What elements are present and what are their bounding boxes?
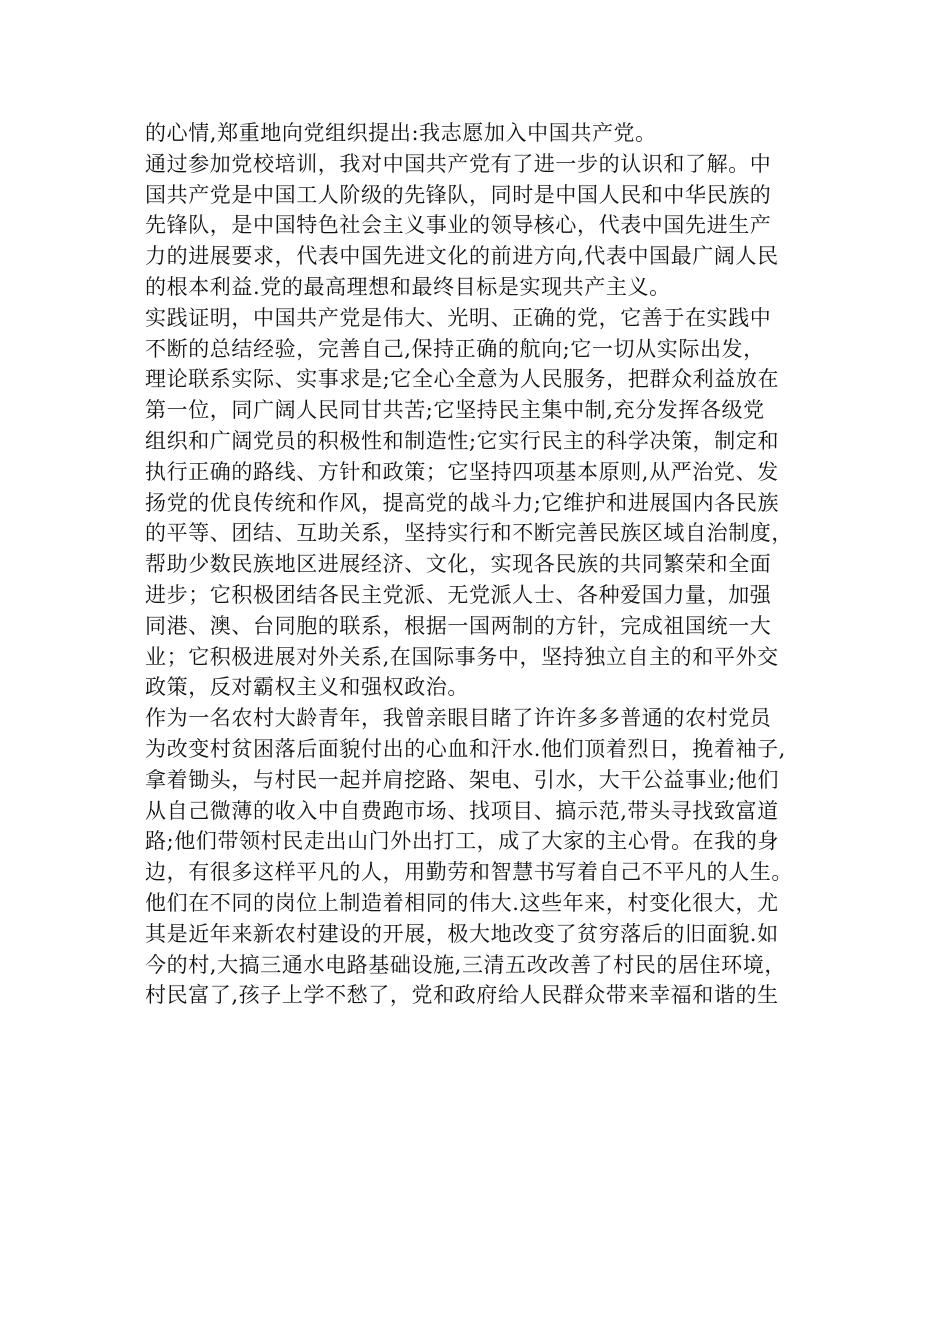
text-line: 作为一名农村大龄青年，我曾亲眼目睹了许许多多普通的农村党员 [145,706,772,731]
text-line: 边，有很多这样平凡的人，用勤劳和智慧书写着自己不平凡的人生。 [145,860,793,885]
text-line: 通过参加党校培训，我对中国共产党有了进一步的认识和了解。中 [145,151,772,176]
text-line: 从自己微薄的收入中自费跑市场、找项目、搞示范,带头寻找致富道 [145,798,779,823]
text-line: 同港、澳、台同胞的联系，根据一国两制的方针，完成祖国统一大 [145,613,772,638]
text-line: 业；它积极进展对外关系,在国际事务中，坚持独立自主的和平外交 [145,644,779,669]
text-line: 进步；它积极团结各民主党派、无党派人士、各种爱国力量，加强 [145,582,772,607]
text-line: 理论联系实际、实事求是;它全心全意为人民服务，把群众利益放在 [145,367,780,392]
text-line: 执行正确的路线、方针和政策；它坚持四项基本原则,从严治党、发 [145,459,779,484]
text-line: 帮助少数民族地区进展经济、文化，实现各民族的共同繁荣和全面 [145,552,772,577]
text-line: 拿着锄头，与村民一起并肩挖路、架电、引水，大干公益事业;他们 [145,767,780,792]
text-line: 的平等、团结、互助关系，坚持实行和不断完善民族区域自治制度， [145,521,793,546]
text-line: 组织和广阔党员的积极性和制造性;它实行民主的科学决策，制定和 [145,428,780,453]
text-line: 他们在不同的岗位上制造着相同的伟大.这些年来，村变化很大，尤 [145,890,779,915]
text-line: 先锋队，是中国特色社会主义事业的领导核心，代表中国先进生产 [145,213,772,238]
document-page [145,118,825,1011]
text-line: 的根本利益.党的最高理想和最终目标是实现共产主义。 [145,274,671,299]
text-line: 的心情,郑重地向党组织提出:我志愿加入中国共产党。 [145,121,657,145]
text-line: 政策，反对霸权主义和强权政治。 [145,675,469,700]
text-line: 第一位，同广阔人民同甘共苦;它坚持民主集中制,充分发挥各级党 [145,398,765,423]
text-line: 实践证明，中国共产党是伟大、光明、正确的党，它善于在实践中 [145,305,772,330]
text-line: 路;他们带领村民走出山门外出打工，成了大家的主心骨。在我的身 [145,829,780,854]
text-line: 国共产党是中国工人阶级的先锋队，同时是中国人民和中华民族的 [145,182,772,207]
text-line: 不断的总结经验，完善自己,保持正确的航向;它一切从实际出发， [145,336,765,361]
text-line: 扬党的优良传统和作风，提高党的战斗力;它维护和进展国内各民族 [145,490,780,515]
text-line: 村民富了,孩子上学不愁了，党和政府给人民群众带来幸福和谐的生 [145,983,779,1008]
text-line: 为改变村贫困落后面貌付出的心血和汗水.他们顶着烈日，挽着袖子, [145,736,786,761]
text-line: 今的村,大搞三通水电路基础设施,三清五改改善了村民的居住环境， [145,952,786,977]
text-line: 其是近年来新农村建设的开展，极大地改变了贫穷落后的旧面貌.如 [145,921,779,946]
text-line: 力的进展要求，代表中国先进文化的前进方向,代表中国最广阔人民 [145,244,779,269]
